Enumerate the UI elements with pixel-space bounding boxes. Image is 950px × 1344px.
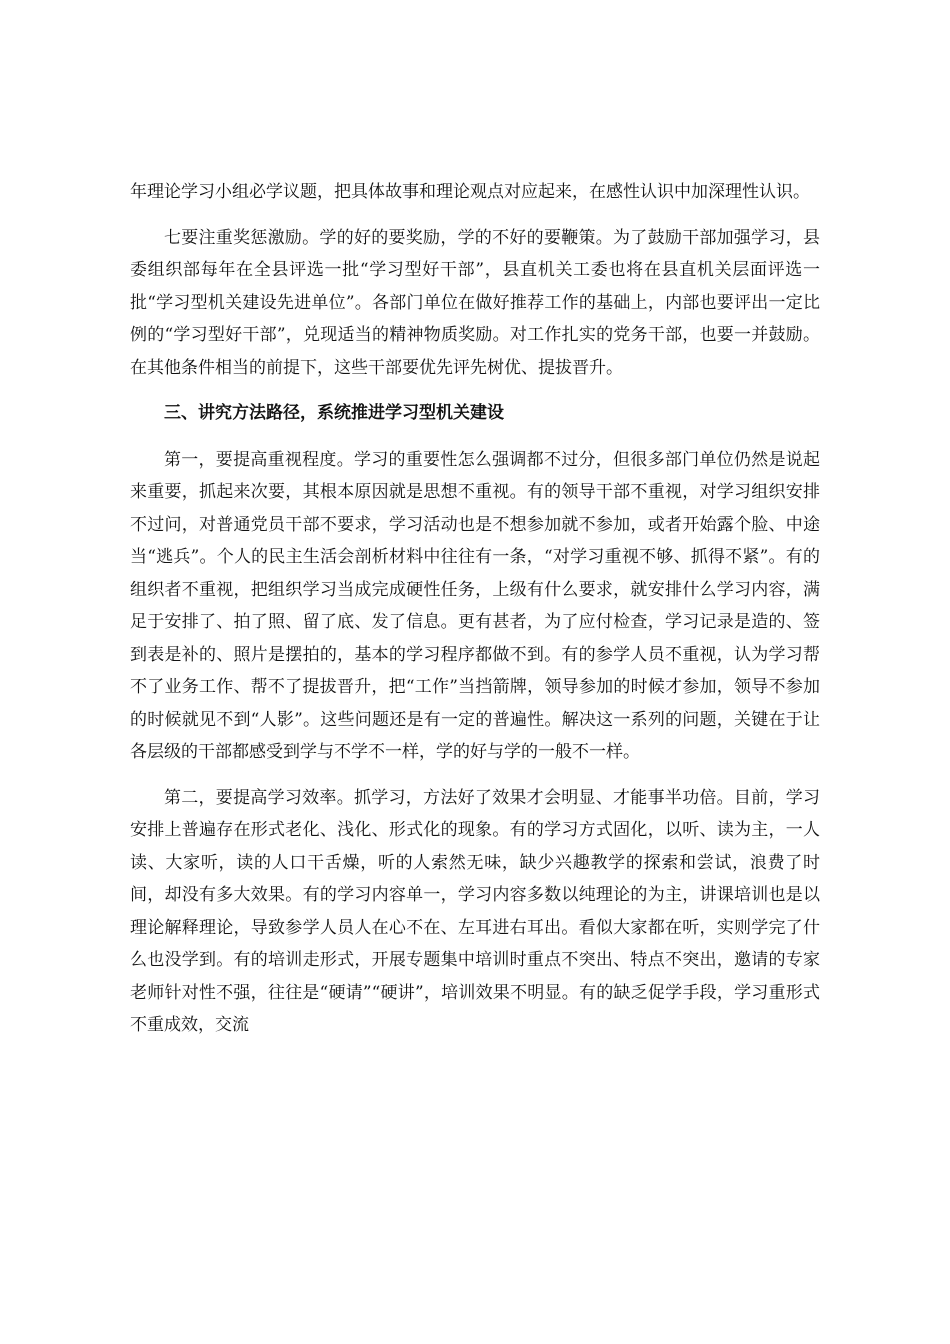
- paragraph-raise-efficiency: 第二，要提高学习效率。抓学习，方法好了效果才会明显、才能事半功倍。目前，学习安排上普遍存在形式老化、浅化、形式化的现象。有的学习方式固化，以听、读为主，一人读、大家听，读的人口干舌燥，听的人索然无味，缺少兴趣教学的探索和尝试，浪费了时间，却没有多大效果。有的学习内容单一，学习内容多数以纯理论的为主，讲课培训也是以理论解释理论，导致参学人员人在心不在、左耳进右耳出。看似大家都在听，实则学完了什么也没学到。有的培训走形式，开展专题集中培训时重点不突出、特点不突出，邀请的专家老师针对性不强，往往是“硬请”“硬讲”，培训效果不明显。有的缺乏促学手段，学习重形式不重成效，交流: [130, 787, 820, 1035]
- section-heading: 三、讲究方法路径，系统推进学习型机关建设: [164, 403, 504, 423]
- paragraph-continuation: 年理论学习小组必学议题，把具体故事和理论观点对应起来，在感性认识中加深理性认识。: [130, 182, 810, 202]
- paragraph-rewards-incentives: 七要注重奖惩激励。学的好的要奖励，学的不好的要鞭策。为了鼓励干部加强学习，县委组织部每年在全县评选一批“学习型好干部”，县直机关工委也将在县直机关层面评选一批“学习型机关建设先进单位”。各部门单位在做好推荐工作的基础上，内部也要评出一定比例的“学习型好干部”，兑现适当的精神物质奖励。对工作扎实的党务干部，也要一并鼓励。在其他条件相当的前提下，这些干部要优先评先树优、提拔晋升。: [130, 227, 820, 378]
- document-body: [130, 176, 820, 1055]
- paragraph-raise-attention: 第一，要提高重视程度。学习的重要性怎么强调都不过分，但很多部门单位仍然是说起来重要，抓起来次要，其根本原因就是思想不重视。有的领导干部不重视，对学习组织安排不过问，对普通党员干部不要求，学习活动也是不想参加就不参加，或者开始露个脸、中途当“逃兵”。个人的民主生活会剖析材料中往往有一条，“对学习重视不够、抓得不紧”。有的组织者不重视，把组织学习当成完成硬性任务，上级有什么要求，就安排什么学习内容，满足于安排了、拍了照、留了底、发了信息。更有甚者，为了应付检查，学习记录是造的、签到表是补的、照片是摆拍的，基本的学习程序都做不到。有的参学人员不重视，认为学习帮不了业务工作、帮不了提拔晋升，把“工作”当挡箭牌，领导参加的时候才参加，领导不参加的时候就见不到“人影”。这些问题还是有一定的普遍性。解决这一系列的问题，关键在于让各层级的干部都感受到学与不学不一样，学的好与学的一般不一样。: [130, 449, 820, 762]
